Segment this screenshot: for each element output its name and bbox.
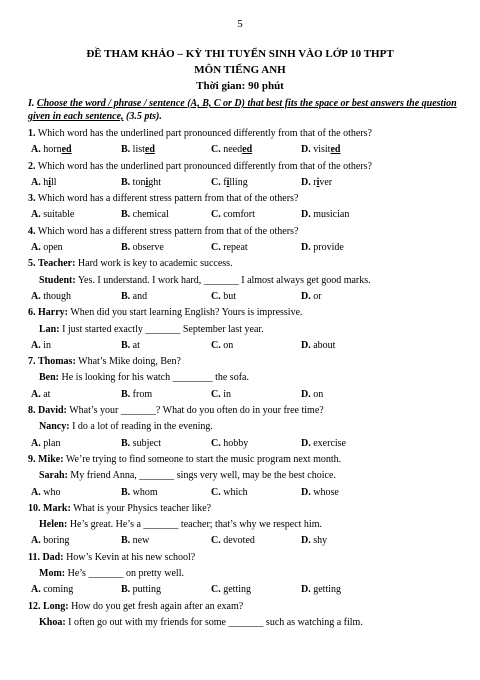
option-text: musician <box>313 209 350 221</box>
option-text: exercise <box>313 437 346 449</box>
reply-text: Yes. I understand. I work hard, _______ I almost always get good marks. <box>77 274 371 286</box>
option-text: chemical <box>132 209 169 221</box>
question-reply <box>28 468 468 484</box>
option-text: comfort <box>223 209 255 221</box>
reply-speaker: Mom: <box>39 568 66 580</box>
question-text: When did you start learning English? Yours is impressive. <box>70 307 303 319</box>
option-letter: A. <box>31 144 41 156</box>
question-stem <box>28 305 468 321</box>
option-letter: D. <box>301 290 311 302</box>
reply-speaker: Sarah: <box>39 470 68 482</box>
option-text: suitable <box>43 209 75 221</box>
option-letter: D. <box>301 176 311 188</box>
question-text: Which word has the underlined part pronounced differently from that of the others? <box>37 160 372 172</box>
option-letter: D. <box>301 209 311 221</box>
option-letter: B. <box>121 144 131 156</box>
option-letter: B. <box>121 209 131 221</box>
answer-option[interactable] <box>301 142 391 158</box>
answer-options <box>28 240 468 256</box>
option-text: which <box>223 486 248 498</box>
option-text: ton <box>132 176 146 188</box>
question-text: What’s Mike doing, Ben? <box>78 356 181 368</box>
option-letter: A. <box>31 486 41 498</box>
answer-option[interactable] <box>301 387 391 403</box>
question-stem <box>28 159 468 175</box>
option-underlined-part: i <box>226 176 230 188</box>
option-text: whose <box>313 486 339 498</box>
exam-title: ĐỀ THAM KHẢO – KỲ THI TUYỂN SINH VÀO LỚP 10 THPT <box>86 48 394 60</box>
option-letter: D. <box>301 535 311 547</box>
option-letter: C. <box>211 584 221 596</box>
option-letter: C. <box>211 144 221 156</box>
reply-speaker: Ben: <box>39 372 59 384</box>
question-number: 12. <box>28 600 41 612</box>
answer-option[interactable] <box>211 436 301 452</box>
option-text-suffix: ll <box>51 176 57 188</box>
page-number: 5 <box>237 18 243 30</box>
option-text: about <box>313 339 336 351</box>
answer-option[interactable] <box>31 142 121 158</box>
answer-options <box>28 533 468 549</box>
question-number: 1. <box>28 128 36 139</box>
option-text: coming <box>43 584 74 596</box>
answer-option[interactable] <box>211 240 301 256</box>
question-text: We’re trying to find someone to start the music program next month. <box>65 453 342 465</box>
answer-option[interactable] <box>211 533 301 549</box>
answer-options <box>28 207 468 223</box>
question-text: How’s Kevin at his new school? <box>66 551 196 563</box>
speaker-name: Mark: <box>43 502 71 514</box>
option-letter: D. <box>301 144 311 156</box>
option-letter: A. <box>31 437 41 449</box>
question-stem <box>28 550 468 566</box>
option-text: in <box>43 339 52 351</box>
reply-text: I often go out with my friends for some _______ such as watching a film. <box>68 616 363 628</box>
option-letter: C. <box>211 242 221 254</box>
answer-option[interactable] <box>121 240 211 256</box>
answer-option[interactable] <box>121 582 211 598</box>
question-number: 4. <box>28 225 36 237</box>
reply-speaker: Lan: <box>39 323 60 335</box>
question-reply <box>28 273 468 289</box>
answer-option[interactable] <box>211 485 301 501</box>
question-stem <box>28 501 468 517</box>
question-stem <box>28 224 468 240</box>
option-text: hobby <box>223 437 249 449</box>
speaker-name: David: <box>38 405 67 417</box>
option-text: devoted <box>223 535 255 547</box>
question-number: 7. <box>28 356 36 368</box>
option-letter: B. <box>121 242 131 254</box>
question-number: 3. <box>28 193 36 205</box>
option-text: horn <box>43 144 62 156</box>
answer-option[interactable] <box>301 582 391 598</box>
reply-speaker: Student: <box>39 274 76 286</box>
option-letter: C. <box>211 388 221 400</box>
option-text: getting <box>313 584 342 596</box>
answer-option[interactable] <box>301 485 391 501</box>
question-list <box>28 126 468 631</box>
question-text: Which word has a different stress pattern from that of the others? <box>37 225 299 237</box>
option-letter: A. <box>31 535 41 547</box>
option-text: f <box>223 176 227 188</box>
option-letter: B. <box>121 437 131 449</box>
option-underlined-part: i <box>145 176 149 188</box>
reply-text: He’s _______ on pretty well. <box>67 568 184 580</box>
answer-options <box>28 387 468 403</box>
option-letter: A. <box>31 388 41 400</box>
option-text: getting <box>223 584 252 596</box>
option-letter: D. <box>301 584 311 596</box>
question-reply <box>28 419 468 435</box>
question-text: Hard work is key to academic success. <box>77 258 233 270</box>
question-stem <box>28 126 468 142</box>
option-letter: D. <box>301 242 311 254</box>
option-text: and <box>132 290 148 302</box>
option-letter: A. <box>31 584 41 596</box>
option-letter: C. <box>211 437 221 449</box>
answer-option[interactable] <box>31 175 121 191</box>
speaker-name: Dad: <box>42 551 64 563</box>
option-letter: B. <box>121 486 131 498</box>
option-text: though <box>43 290 72 302</box>
option-letter: C. <box>211 176 221 188</box>
option-text: or <box>313 290 322 302</box>
option-text: repeat <box>223 242 248 254</box>
option-underlined-part: ed <box>242 144 253 156</box>
option-text-suffix: lling <box>229 176 248 188</box>
option-letter: C. <box>211 535 221 547</box>
answer-option[interactable] <box>121 175 211 191</box>
option-text: but <box>223 290 237 302</box>
speaker-name: Long: <box>43 600 69 612</box>
question-text: How do you get fresh again after an exam? <box>71 600 244 612</box>
reply-text: I just started exactly _______ September last year. <box>62 323 264 335</box>
answer-option[interactable] <box>121 289 211 305</box>
option-text: h <box>43 176 49 188</box>
option-text: need <box>223 144 243 156</box>
question-text: What is your Physics teacher like? <box>73 502 212 514</box>
answer-option[interactable] <box>211 175 301 191</box>
option-letter: A. <box>31 176 41 188</box>
option-letter: D. <box>301 339 311 351</box>
answer-options <box>28 582 468 598</box>
option-text: list <box>132 144 145 156</box>
answer-option[interactable] <box>211 142 301 158</box>
option-letter: A. <box>31 290 41 302</box>
answer-options <box>28 289 468 305</box>
answer-option[interactable] <box>121 436 211 452</box>
option-letter: B. <box>121 339 131 351</box>
option-text: provide <box>313 242 344 254</box>
answer-option[interactable] <box>31 207 121 223</box>
option-text: from <box>132 388 153 400</box>
section-instruction <box>28 97 466 123</box>
option-underlined-part: i <box>316 176 320 188</box>
option-text: at <box>132 339 140 351</box>
option-text-suffix: ght <box>148 176 162 188</box>
option-text: at <box>43 388 51 400</box>
option-letter: D. <box>301 486 311 498</box>
instruction-text: Choose the word / phrase / sentence (A, B, C or D) that best fits the space or best answers the question given in each sentence, <box>28 98 457 122</box>
reply-text: He is looking for his watch ________ the sofa. <box>61 372 249 384</box>
question-reply <box>28 615 468 631</box>
option-letter: D. <box>301 388 311 400</box>
answer-option[interactable] <box>211 289 301 305</box>
option-text: boring <box>43 535 70 547</box>
option-text: r <box>313 176 317 188</box>
answer-option[interactable] <box>31 240 121 256</box>
option-letter: A. <box>31 209 41 221</box>
answer-option[interactable] <box>301 289 391 305</box>
answer-option[interactable] <box>31 289 121 305</box>
question-stem <box>28 452 468 468</box>
section-points: (3.5 pts). <box>123 111 162 122</box>
answer-option[interactable] <box>211 207 301 223</box>
answer-option[interactable] <box>121 533 211 549</box>
option-text: whom <box>132 486 158 498</box>
speaker-name: Thomas: <box>38 356 76 368</box>
option-letter: B. <box>121 176 131 188</box>
option-text: on <box>313 388 324 400</box>
option-underlined-part: ed <box>144 144 155 156</box>
reply-speaker: Khoa: <box>39 616 66 628</box>
question-reply <box>28 322 468 338</box>
answer-option[interactable] <box>121 142 211 158</box>
question-number: 8. <box>28 405 36 417</box>
section-prefix: I. <box>28 98 37 109</box>
answer-option[interactable] <box>211 387 301 403</box>
answer-option[interactable] <box>31 485 121 501</box>
subject-title: MÔN TIẾNG ANH <box>194 64 286 76</box>
option-underlined-part: i <box>48 176 52 188</box>
answer-option[interactable] <box>211 338 301 354</box>
option-text: visit <box>313 144 331 156</box>
option-letter: B. <box>121 290 131 302</box>
option-text: subject <box>132 437 161 449</box>
answer-options <box>28 338 468 354</box>
question-stem <box>28 599 468 615</box>
answer-option[interactable] <box>211 582 301 598</box>
answer-option[interactable] <box>121 387 211 403</box>
question-number: 6. <box>28 307 36 319</box>
answer-option[interactable] <box>31 533 121 549</box>
answer-options <box>28 436 468 452</box>
time-limit: Thời gian: 90 phút <box>196 80 284 92</box>
option-text: plan <box>43 437 61 449</box>
option-letter: A. <box>31 242 41 254</box>
question-number: 5. <box>28 258 36 270</box>
answer-option[interactable] <box>31 436 121 452</box>
answer-option[interactable] <box>301 436 391 452</box>
question-reply <box>28 370 468 386</box>
answer-option[interactable] <box>301 207 391 223</box>
reply-speaker: Helen: <box>39 519 68 531</box>
question-text: Which word has the underlined part pronounced differently from that of the others? <box>37 128 372 139</box>
option-text: new <box>132 535 150 547</box>
answer-option[interactable] <box>121 338 211 354</box>
question-number: 11. <box>28 551 40 563</box>
question-text: Which word has a different stress pattern from that of the others? <box>37 193 299 205</box>
option-text: in <box>223 388 232 400</box>
speaker-name: Mike: <box>38 453 64 465</box>
answer-option[interactable] <box>301 175 391 191</box>
reply-text: My friend Anna, _______ sings very well, may be the best choice. <box>70 470 336 482</box>
question-number: 10. <box>28 502 41 514</box>
option-text: putting <box>132 584 162 596</box>
question-reply <box>28 517 468 533</box>
option-letter: C. <box>211 209 221 221</box>
option-text: on <box>223 339 234 351</box>
question-stem <box>28 403 468 419</box>
question-reply <box>28 566 468 582</box>
option-text: shy <box>313 535 328 547</box>
option-text: open <box>43 242 63 254</box>
option-text: who <box>43 486 61 498</box>
option-letter: A. <box>31 339 41 351</box>
speaker-name: Teacher: <box>38 258 76 270</box>
answer-option[interactable] <box>121 485 211 501</box>
answer-option[interactable] <box>301 533 391 549</box>
answer-options <box>28 142 468 158</box>
question-text: What’s your _______? What do you often do in your free time? <box>69 405 324 417</box>
option-letter: D. <box>301 437 311 449</box>
option-letter: B. <box>121 535 131 547</box>
option-text-suffix: ver <box>319 176 333 188</box>
option-letter: C. <box>211 290 221 302</box>
answer-option[interactable] <box>301 240 391 256</box>
question-number: 9. <box>28 453 36 465</box>
answer-option[interactable] <box>301 338 391 354</box>
answer-options <box>28 485 468 501</box>
reply-text: He’s great. He’s a _______ teacher; that’s why we respect him. <box>69 519 322 531</box>
speaker-name: Harry: <box>38 307 68 319</box>
answer-option[interactable] <box>31 338 121 354</box>
question-stem <box>28 191 468 207</box>
reply-text: I do a lot of reading in the evening. <box>72 421 213 433</box>
option-letter: C. <box>211 486 221 498</box>
option-underlined-part: ed <box>61 144 72 156</box>
option-underlined-part: ed <box>330 144 341 156</box>
option-letter: C. <box>211 339 221 351</box>
option-letter: B. <box>121 584 131 596</box>
option-letter: B. <box>121 388 131 400</box>
answer-option[interactable] <box>121 207 211 223</box>
option-text: observe <box>132 242 164 254</box>
question-stem <box>28 256 468 272</box>
reply-speaker: Nancy: <box>39 421 70 433</box>
question-number: 2. <box>28 160 36 172</box>
answer-options <box>28 175 468 191</box>
question-stem <box>28 354 468 370</box>
answer-option[interactable] <box>31 387 121 403</box>
answer-option[interactable] <box>31 582 121 598</box>
